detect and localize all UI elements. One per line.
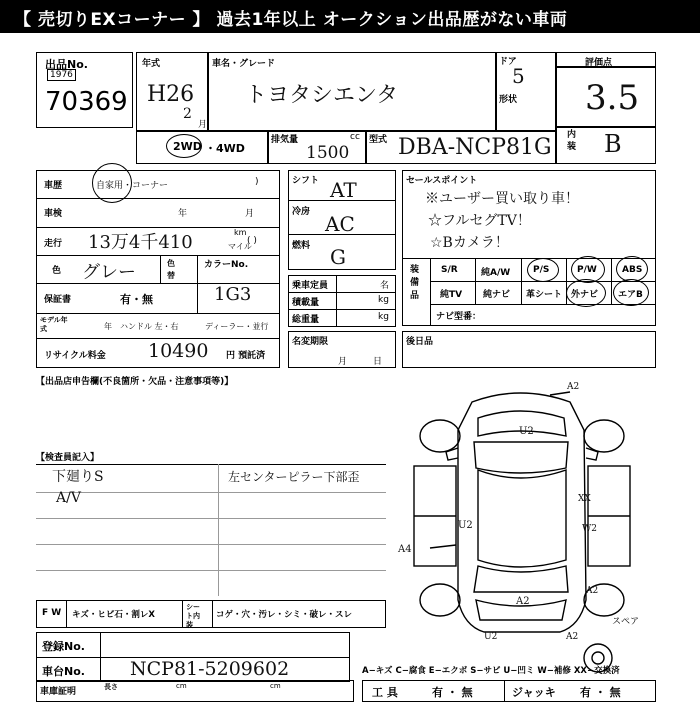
mark-a2-rear: A2 (586, 586, 599, 596)
chassis-label: 車台No. (42, 665, 85, 678)
lot-label: 出品No. (45, 58, 88, 71)
mark-u2-left: U2 (458, 520, 473, 531)
mile-unit: マイル (228, 242, 252, 251)
color-no-value: 1G3 (214, 284, 252, 305)
capacity-label: 乗車定員 (292, 281, 329, 291)
shift-label: シフト (292, 176, 320, 186)
fuel-value: G (330, 245, 346, 269)
inspection-year: 年 (178, 209, 188, 219)
history-options: 自家用・コーナー (96, 181, 169, 191)
equip-ext-navi: 外ナビ (571, 290, 599, 300)
report-label: 【出品店申告欄(不良箇所・欠品・注意事項等)】 (36, 377, 234, 387)
mark-w2: W2 (582, 524, 597, 534)
registration-unit: 月日 (338, 357, 409, 367)
gross-unit: kg (378, 312, 389, 322)
nav-model-label: ナビ型番： (436, 312, 482, 322)
registration-no-label: 登録No. (42, 640, 85, 653)
lot-code: 1976 (47, 69, 76, 81)
color-no-label: カラーNo. (204, 260, 249, 270)
color-change-label: 色替 (167, 259, 175, 280)
warranty-value: 有・無 (120, 293, 153, 306)
equip-ps: P/S (533, 265, 550, 275)
capacity-unit: 名 (380, 281, 390, 291)
color-label: 色 (52, 266, 62, 276)
cm-unit-1: cm (176, 682, 187, 690)
recycle-label: リサイクル料金 (44, 351, 106, 361)
sales-point-2: ☆フルセグTV！ (428, 213, 531, 229)
shift-value: AT (330, 178, 357, 202)
displacement-label: 排気量 (271, 135, 299, 145)
mark-a4: A4 (398, 544, 412, 555)
drive-2wd: 2WD (173, 140, 202, 153)
warranty-label: 保証書 (44, 295, 72, 305)
handle-label: ハンドル 左・右 (120, 322, 179, 331)
later-date-label: 後日品 (406, 337, 434, 347)
recycle-value: 10490 (148, 340, 209, 362)
year-label: 年式 (142, 59, 161, 69)
inspector-note-1: 下廻りS (52, 469, 104, 485)
interior-label: 内装 (567, 130, 577, 152)
equip-airbag: エアB (618, 290, 643, 300)
inspector-note-2: A/V (56, 490, 81, 506)
jack-label: ジャッキ (512, 686, 556, 699)
name-label: 車名・グレード (212, 59, 276, 69)
chassis-number: NCP81-5209602 (130, 658, 290, 680)
inspection-label: 車検 (44, 209, 63, 219)
legend-items: キズ・ヒビ石・割レX (72, 610, 155, 620)
cc-unit: cc (350, 132, 360, 142)
garage-cert-sub: 長さ (104, 683, 118, 691)
km-unit: km (234, 228, 247, 237)
tools-value: 有 ・ 無 (432, 686, 473, 699)
mark-a2-corner: A2 (566, 632, 579, 642)
inspector-note-right: 左センターピラー下部歪 (228, 470, 360, 484)
equip-aw: 純A/W (481, 268, 511, 278)
inspection-month: 月 (245, 209, 255, 219)
doors-value: 5 (512, 64, 525, 88)
sales-label: セールスポイント (406, 176, 478, 186)
mileage-paren: ( ) (247, 236, 257, 246)
equip-tv: 純TV (440, 290, 463, 300)
mark-xx: XX (578, 494, 591, 504)
model-year-unit: 年 (104, 322, 112, 331)
drive-4wd: ・4WD (205, 142, 245, 155)
spare-label: スペア (612, 617, 640, 627)
type-label: 型式 (369, 135, 388, 145)
recycle-unit: 円 預託済 (226, 351, 266, 361)
fuel-label: 燃料 (292, 241, 311, 251)
dealer-label: ディーラー・並行 (205, 322, 269, 331)
color-value: グレー (82, 262, 136, 283)
score-label: 評価点 (585, 58, 613, 68)
inspector-label: 【検査員記入】 (36, 453, 100, 463)
model-label: モデル年式 (40, 316, 68, 333)
mark-a2-bottom: A2 (516, 596, 530, 607)
month-unit: 月 (198, 120, 208, 130)
type-value: DBA-NCP81G (398, 135, 552, 160)
mark-u2-bottom: U2 (484, 632, 498, 642)
shape-label: 形状 (499, 95, 518, 105)
sales-point-1: ※ユーザー買い取り車！ (425, 191, 579, 207)
equip-abs: ABS (622, 265, 643, 275)
ac-label: 冷房 (292, 207, 311, 217)
registration-label: 名変期限 (292, 337, 329, 347)
tools-label: 工 具 (372, 686, 398, 699)
year-value: H26 (147, 82, 195, 107)
legend-codes: A−キズ C−腐食 E−エクボ S−サビ U−凹ミ W−補修 XX−交換済 (362, 666, 620, 676)
lot-number: 70369 (45, 87, 128, 117)
history-paren: ) (255, 177, 259, 187)
doors-label: ドア (499, 57, 517, 67)
cm-unit-2: cm (270, 682, 281, 690)
jack-value: 有 ・ 無 (580, 686, 621, 699)
garage-cert-label: 車庫証明 (40, 687, 77, 697)
sales-point-3: ☆Bカメラ！ (430, 235, 509, 251)
legend-fw: F W (42, 608, 62, 618)
car-name: トヨタシエンタ (245, 83, 399, 108)
header-title: 【 売切りEXコーナー 】 過去1年以上 オークション出品歴がない車両 (14, 10, 568, 30)
ac-value: AC (325, 212, 355, 236)
load-unit: kg (378, 295, 389, 305)
equip-navi: 純ナビ (483, 290, 511, 300)
mark-a2-top: A2 (567, 382, 580, 392)
equip-pw: P/W (577, 265, 597, 275)
score-value: 3.5 (585, 78, 640, 118)
history-label: 車歴 (44, 181, 63, 191)
mileage-label: 走行 (44, 239, 63, 249)
equip-leather: 革シート (526, 290, 563, 300)
legend-items2: コゲ・穴・汚レ・シミ・破レ・スレ (216, 610, 353, 620)
mark-u2-top: U2 (519, 426, 534, 437)
month-value: 2 (183, 106, 192, 122)
equip-sr: S/R (441, 265, 458, 275)
equipment-label: 装備品 (410, 265, 420, 301)
displacement-value: 1500 (306, 143, 350, 163)
interior-value: B (604, 130, 622, 158)
legend-sheet: シート内装 (186, 603, 200, 629)
garage-cert-block (36, 680, 354, 702)
load-label: 積載量 (292, 298, 320, 308)
mileage-value: 13万4千410 (88, 232, 193, 253)
gross-label: 総重量 (292, 315, 320, 325)
